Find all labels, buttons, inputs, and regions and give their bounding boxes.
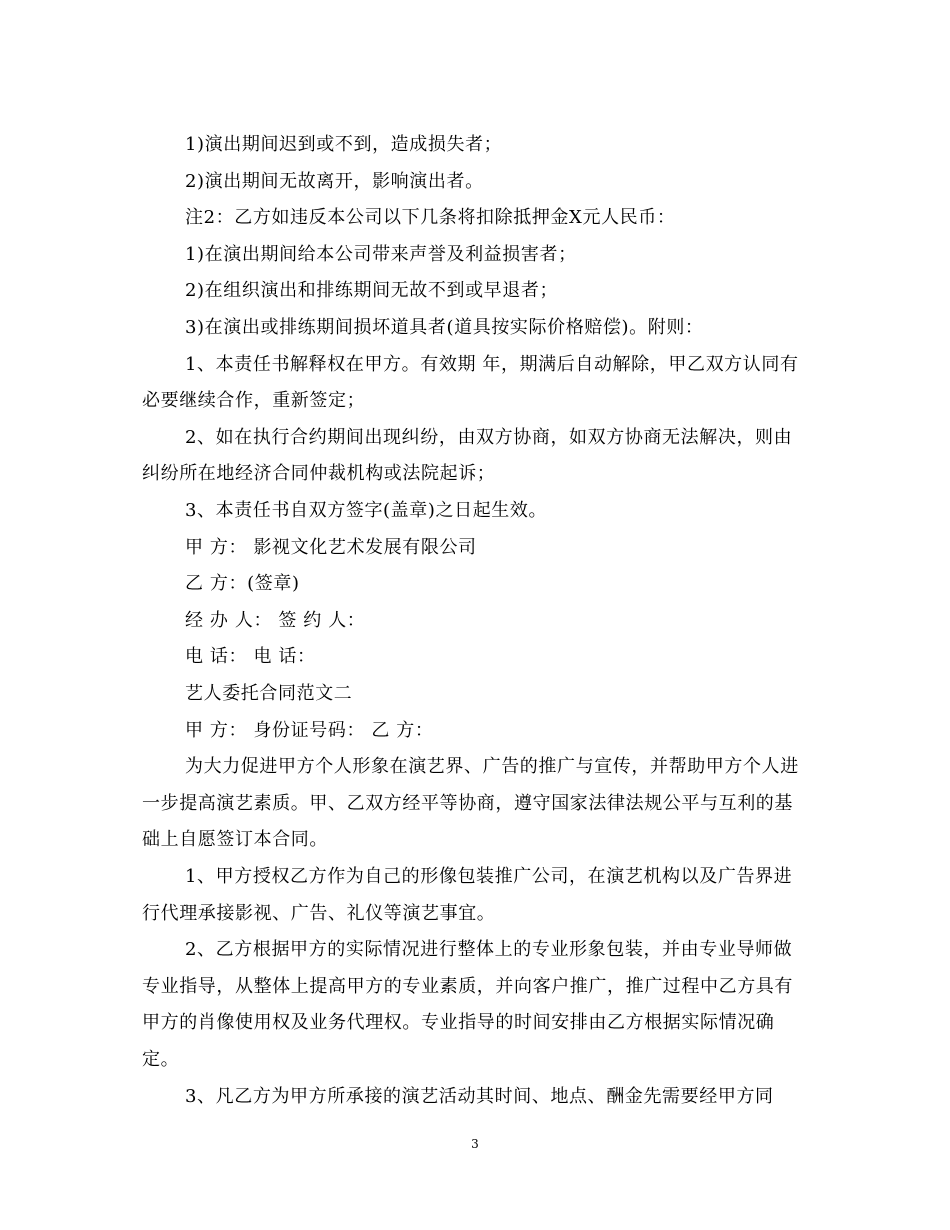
text-line: 行代理承接影视、广告、礼仪等演艺事宜。	[142, 903, 496, 924]
text-line: 一步提高演艺素质。甲、乙双方经平等协商，遵守国家法律法规公平与互利的基	[142, 793, 793, 814]
text-line: 1、本责任书解释权在甲方。有效期 年，期满后自动解除，甲乙双方认同有	[185, 354, 799, 375]
text-line: 2、乙方根据甲方的实际情况进行整体上的专业形象包装，并由专业导师做	[185, 939, 793, 960]
text-line: 1)演出期间迟到或不到，造成损失者；	[185, 134, 503, 155]
text-line: 定。	[142, 1049, 180, 1070]
text-line: 电 话： 电 话：	[185, 646, 316, 667]
text-line: 2)在组织演出和排练期间无故不到或早退者；	[185, 280, 559, 301]
text-line: 纠纷所在地经济合同仲裁机构或法院起诉；	[142, 463, 496, 484]
text-line: 3)在演出或排练期间损坏道具者(道具按实际价格赔偿)。附则：	[185, 317, 704, 338]
text-line: 必要继续合作，重新签定；	[142, 390, 366, 411]
text-line: 注2：乙方如违反本公司以下几条将扣除抵押金X元人民币：	[185, 207, 676, 228]
text-line: 经 办 人： 签 约 人：	[185, 610, 366, 631]
text-line: 1)在演出期间给本公司带来声誉及利益损害者；	[185, 244, 577, 265]
text-line: 1、甲方授权乙方作为自己的形像包装推广公司，在演艺机构以及广告界进	[185, 866, 793, 887]
text-line: 专业指导，从整体上提高甲方的专业素质，并向客户推广，推广过程中乙方具有	[142, 976, 793, 997]
text-line: 甲方的肖像使用权及业务代理权。专业指导的时间安排由乙方根据实际情况确	[142, 1012, 775, 1033]
text-line: 乙 方：(签章)	[185, 573, 300, 594]
text-line: 甲 方： 影视文化艺术发展有限公司	[185, 537, 477, 558]
text-line: 2)演出期间无故离开，影响演出者。	[185, 171, 484, 192]
page-number: 3	[471, 1137, 479, 1151]
text-line: 为大力促进甲方个人形象在演艺界、广告的推广与宣传，并帮助甲方个人进	[185, 756, 799, 777]
text-line: 2、如在执行合约期间出现纠纷，由双方协商，如双方协商无法解决，则由	[185, 427, 793, 448]
text-line: 3、本责任书自双方签字(盖章)之日起生效。	[185, 500, 548, 521]
text-line: 艺人委托合同范文二	[185, 683, 353, 704]
text-line: 础上自愿签订本合同。	[142, 829, 328, 850]
text-line: 3、凡乙方为甲方所承接的演艺活动其时间、地点、酬金先需要经甲方同	[185, 1086, 774, 1107]
text-line: 甲 方： 身份证号码： 乙 方：	[185, 720, 434, 741]
